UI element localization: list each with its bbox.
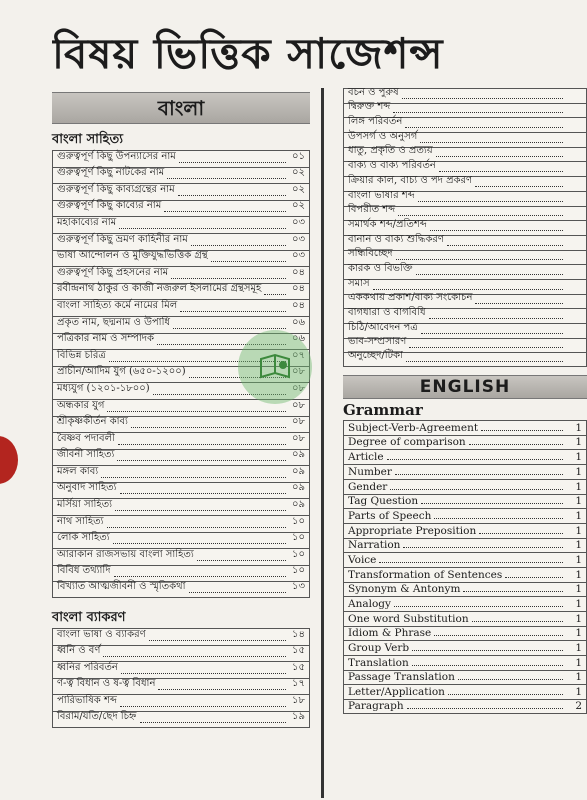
toc-entry	[52, 661, 310, 678]
toc-entry-page: ০১	[292, 150, 305, 162]
toc-entry-page: ০৪	[292, 266, 305, 278]
toc-entry-page: ০৪	[292, 283, 305, 295]
toc-entry	[52, 283, 310, 300]
toc-entry-label: কারক ও বিভক্তি	[348, 262, 413, 274]
toc-entry-page	[566, 190, 582, 191]
dot-leader	[131, 427, 286, 428]
toc-entry	[52, 678, 310, 695]
dot-leader	[394, 606, 563, 607]
toc-entry	[52, 416, 310, 433]
toc-entry-label: ধ্বনি ও বর্ণ	[57, 645, 101, 657]
dot-leader	[191, 245, 286, 246]
toc-entry-page: ০৯	[292, 499, 305, 511]
dot-leader	[448, 694, 563, 695]
toc-entry-page	[566, 160, 582, 161]
dot-leader	[171, 278, 286, 279]
toc-entry-label: Idiom & Phrase	[348, 627, 432, 640]
toc-entry-page: 1	[575, 509, 582, 522]
grammar-list	[52, 628, 310, 728]
toc-entry-label: সমার্থক শব্দ/প্রতিশব্দ	[348, 218, 427, 230]
toc-entry-page: ১০	[292, 532, 305, 544]
dot-leader	[179, 162, 286, 163]
toc-entry-label: সন্ধিবিচ্ছেদ	[348, 248, 393, 260]
toc-entry-label: Degree of comparison	[348, 436, 466, 449]
dot-leader	[406, 361, 563, 362]
toc-entry-label: বিভিন্ন চরিত্র	[57, 349, 106, 361]
dot-leader	[103, 656, 286, 657]
toc-entry-label: লোক সাহিত্য	[57, 532, 110, 544]
page-title: বিষয় ভিত্তিক সাজেশন্স	[52, 29, 444, 78]
dot-leader	[393, 112, 563, 113]
toc-entry	[52, 482, 310, 499]
toc-entry-label: Letter/Application	[348, 686, 445, 699]
toc-entry-label: আরাকান রাজসভায় বাংলা সাহিত্য	[57, 548, 194, 560]
toc-entry	[52, 498, 310, 515]
toc-entry-label: গুরুত্বপূর্ণ কিছু কাব্যের নাম	[57, 200, 162, 212]
toc-entry-page: ১০	[292, 548, 305, 560]
toc-entry-label: Narration	[348, 539, 401, 552]
red-edge-mark	[0, 436, 18, 484]
toc-entry-label: Paragraph	[348, 699, 404, 712]
toc-entry-label: ণ-ত্ব বিধান ও ষ-ত্ব বিধান	[57, 678, 156, 690]
toc-entry-label: সমাস	[348, 277, 370, 289]
toc-entry-page: ০৮	[292, 399, 305, 411]
toc-entry	[52, 645, 310, 662]
toc-entry-page	[566, 322, 582, 323]
dot-leader	[180, 311, 286, 312]
dot-leader	[164, 211, 286, 212]
left-column	[52, 88, 310, 728]
toc-entry-page: 1	[575, 421, 582, 434]
toc-entry	[52, 548, 310, 565]
toc-entry-page: ০৩	[291, 233, 305, 245]
dot-leader	[120, 493, 286, 494]
toc-entry	[52, 449, 310, 466]
toc-entry	[52, 299, 310, 316]
toc-entry-page	[566, 351, 582, 352]
toc-entry-label: Tag Question	[348, 495, 419, 508]
dot-leader	[115, 510, 286, 511]
toc-entry-page: ০৮	[292, 382, 305, 394]
dot-leader	[121, 673, 286, 674]
toc-entry-label: বিপরীত শব্দ	[348, 204, 396, 216]
dot-leader	[405, 127, 563, 128]
toc-entry-label: ক্রিয়ার কাল, বাচ্য ও পদ প্রকরণ	[348, 174, 473, 186]
dot-leader	[429, 318, 563, 319]
toc-entry-label: পত্রিকার নাম ও সম্পাদক	[57, 333, 155, 345]
dot-leader	[430, 230, 563, 231]
toc-entry	[343, 435, 587, 450]
toc-entry-label: মঙ্গল কাব্য	[57, 465, 99, 477]
toc-entry-page: ১০	[292, 515, 305, 527]
toc-entry-label: Parts of Speech	[348, 509, 432, 522]
toc-entry-label: বচন ও পুরুষ	[348, 86, 399, 98]
dot-leader	[395, 474, 563, 475]
toc-entry-label: মহাকাব্যের নাম	[57, 216, 117, 228]
toc-entry-label: Gender	[348, 480, 388, 493]
toc-entry-label: বাক্য ও বাক্য পরিবর্তন	[348, 160, 436, 172]
toc-entry	[343, 640, 587, 655]
toc-entry	[343, 552, 587, 567]
toc-entry-page: 1	[575, 627, 582, 640]
dot-leader	[420, 142, 563, 143]
book-logo-icon	[255, 347, 295, 387]
toc-entry-page	[566, 307, 582, 308]
toc-entry-label: Group Verb	[348, 642, 410, 655]
toc-entry-page	[566, 337, 582, 338]
toc-entry-page: 1	[575, 612, 582, 625]
toc-entry-page: ০৯	[292, 465, 305, 477]
dot-leader	[101, 477, 286, 478]
toc-entry-label: বাংলা সাহিত্য কর্মে নামের মিল	[57, 299, 178, 311]
toc-entry-label: বিবিধ তথ্যাদি	[57, 565, 111, 577]
toc-entry-page	[566, 205, 582, 206]
toc-entry-page: ০৬	[291, 316, 305, 328]
toc-entry-page: ০৩	[291, 250, 305, 262]
toc-entry-label: গুরুত্বপূর্ণ কিছু ভ্রমণ কাহিনীর নাম	[57, 233, 188, 245]
toc-entry-page: 1	[575, 480, 582, 493]
toc-entry-label: নাথ সাহিত্য	[57, 515, 104, 527]
toc-entry-page: ০৯	[292, 482, 305, 494]
dot-leader	[447, 245, 563, 246]
toc-entry-label: ভাব-সম্প্রসারণ	[348, 336, 407, 348]
dot-leader	[418, 201, 563, 202]
dot-leader	[434, 518, 563, 519]
dot-leader	[140, 722, 287, 723]
dot-leader	[421, 333, 563, 334]
dot-leader	[197, 560, 286, 561]
dot-leader	[118, 444, 286, 445]
section-heading-grammar: বাংলা ব্যাকরণ	[52, 610, 126, 626]
toc-entry-page: 1	[575, 656, 582, 669]
dot-leader	[436, 156, 563, 157]
dot-leader	[173, 328, 286, 329]
toc-entry-label: ধ্বনির পরিবর্তন	[57, 661, 118, 673]
dot-leader	[119, 228, 286, 229]
toc-entry-label: প্রকৃত নাম, ছদ্মনাম ও উপাধি	[57, 316, 171, 328]
toc-entry-label: Transformation of Sentences	[348, 568, 503, 581]
dot-leader	[412, 665, 563, 666]
right-column	[343, 88, 587, 714]
toc-entry-label: অন্ধকার যুগ	[57, 399, 105, 411]
dot-leader	[264, 294, 286, 295]
toc-entry	[343, 626, 587, 641]
toc-entry-page: 1	[575, 642, 582, 655]
column-divider	[321, 88, 324, 798]
toc-entry	[343, 420, 587, 435]
toc-entry-page: 1	[575, 686, 582, 699]
toc-entry-label: Number	[348, 465, 392, 478]
toc-entry-page: 2	[575, 699, 582, 712]
toc-entry	[52, 167, 310, 184]
toc-entry-label: Voice	[348, 553, 377, 566]
toc-entry-page: 1	[575, 539, 582, 552]
toc-entry-page: ০৭	[291, 349, 305, 361]
toc-entry-page: 1	[575, 671, 582, 684]
toc-entry-label: লিঙ্গ পরিবর্তন	[348, 116, 403, 128]
toc-entry	[52, 233, 310, 250]
dot-leader	[396, 259, 563, 260]
toc-entry-page	[566, 219, 582, 220]
toc-entry-page	[566, 293, 582, 294]
toc-entry	[343, 449, 587, 464]
toc-entry-label: গুরুত্বপূর্ণ কিছু কাব্যগ্রন্থের নাম	[57, 183, 175, 195]
dot-leader	[107, 527, 286, 528]
dot-leader	[113, 543, 286, 544]
toc-entry-label: Appropriate Preposition	[348, 524, 477, 537]
toc-entry-page: 1	[575, 451, 582, 464]
dot-leader	[114, 576, 286, 577]
dot-leader	[475, 303, 563, 304]
dot-leader	[421, 503, 563, 504]
toc-entry-label: চিঠি/আবেদন পত্র	[348, 321, 418, 333]
section-heading-english-grammar: Grammar	[343, 401, 423, 420]
toc-entry	[52, 432, 310, 449]
toc-entry-page: 1	[575, 553, 582, 566]
toc-entry-label: Article	[348, 451, 384, 464]
toc-entry	[343, 567, 587, 582]
toc-entry-page: 1	[575, 583, 582, 596]
toc-entry-page	[566, 102, 582, 103]
toc-entry-label: ধাতু, প্রকৃতি ও প্রত্যয়	[348, 145, 433, 157]
bangla-grammar-continued-list	[343, 88, 587, 367]
toc-entry-label: বিরাম/যতি/ছেদ চিহ্ন	[57, 710, 137, 722]
toc-entry-page: ১৪	[292, 628, 305, 640]
toc-entry-page: ১৮	[292, 695, 305, 706]
toc-entry	[343, 699, 587, 714]
dot-leader	[178, 195, 286, 196]
toc-entry-label: বাংলা ভাষার শব্দ	[348, 189, 415, 201]
toc-entry-page: ০৬	[291, 333, 305, 345]
toc-entry-page: 1	[575, 465, 582, 478]
toc-entry	[343, 611, 587, 626]
dot-leader	[409, 347, 563, 348]
toc-entry	[343, 352, 587, 367]
toc-entry-page: ০২	[291, 200, 305, 212]
toc-entry-page: ০৯	[292, 449, 305, 461]
dot-leader	[469, 444, 563, 445]
toc-entry-page: ১০	[292, 565, 305, 577]
toc-entry	[52, 250, 310, 267]
toc-entry	[52, 183, 310, 200]
toc-entry-label: এককথায় প্রকাশ/বাক্য সংকোচন	[348, 292, 473, 304]
toc-entry-page	[566, 278, 582, 279]
english-banner: ENGLISH	[343, 375, 587, 399]
dot-leader	[149, 640, 286, 641]
toc-entry-label: Translation	[348, 656, 409, 669]
toc-entry-label: Subject-Verb-Agreement	[348, 421, 479, 434]
section-heading-literature: বাংলা সাহিত্য	[52, 132, 124, 147]
toc-entry	[343, 523, 587, 538]
toc-entry-label: উপসর্গ ও অনুসর্গ	[348, 130, 418, 142]
toc-entry-page	[566, 249, 582, 250]
toc-entry	[52, 515, 310, 532]
toc-entry-page: 1	[575, 495, 582, 508]
dot-leader	[416, 274, 563, 275]
toc-entry-label: ভাষা আন্দোলন ও মুক্তিযুদ্ধভিত্তিক গ্রন্থ	[57, 250, 208, 262]
toc-entry-page: ১৫	[292, 645, 305, 657]
toc-entry-label: Analogy	[348, 598, 391, 610]
toc-entry	[343, 582, 587, 597]
toc-entry-page: ০৮	[292, 366, 305, 378]
toc-entry	[52, 266, 310, 283]
english-grammar-list	[343, 420, 587, 714]
dot-leader	[107, 411, 286, 412]
dot-leader	[167, 178, 286, 179]
dot-leader	[479, 533, 563, 534]
toc-entry-page	[566, 175, 582, 176]
toc-entry	[52, 711, 310, 728]
toc-entry-page	[566, 131, 582, 132]
toc-entry-page: 1	[575, 436, 582, 449]
toc-entry-label: বানান ও বাক্য শুদ্ধিকরণ	[348, 233, 444, 245]
toc-entry	[343, 538, 587, 553]
toc-entry	[343, 596, 587, 611]
toc-entry-page	[566, 365, 582, 366]
toc-entry-label: গুরুত্বপূর্ণ কিছু নাটকের নাম	[57, 167, 165, 179]
toc-entry-page	[566, 116, 582, 117]
dot-leader	[403, 547, 563, 548]
toc-entry	[343, 655, 587, 670]
toc-entry	[52, 150, 310, 167]
toc-entry	[343, 508, 587, 523]
toc-entry-page: ১৭	[292, 678, 305, 690]
toc-entry-page	[566, 146, 582, 147]
toc-entry	[343, 670, 587, 685]
toc-entry	[343, 684, 587, 699]
dot-leader	[475, 186, 563, 187]
toc-entry-label: অনুচ্ছেদ/টিকা	[348, 350, 403, 362]
toc-entry-label: দ্বিরুক্ত শব্দ	[348, 101, 391, 113]
toc-entry-page: ১৫	[292, 661, 305, 673]
dot-leader	[472, 621, 563, 622]
bangla-banner: বাংলা	[52, 92, 310, 124]
toc-entry-label: শ্রীকৃষ্ণকীর্তন কাব্য	[57, 416, 128, 428]
dot-leader	[158, 689, 286, 690]
toc-entry-label: One word Substitution	[348, 612, 469, 625]
dot-leader	[379, 562, 563, 563]
dot-leader	[481, 430, 563, 431]
dot-leader	[390, 489, 563, 490]
toc-entry-page: ০৩	[291, 216, 305, 228]
dot-leader	[211, 261, 286, 262]
toc-entry-label: Synonym & Antonym	[348, 583, 461, 596]
dot-leader	[407, 708, 563, 709]
toc-entry-page: ০৪	[292, 299, 305, 311]
toc-entry-page	[566, 263, 582, 264]
toc-entry	[52, 216, 310, 233]
toc-entry	[52, 532, 310, 549]
toc-entry-label: প্রাচীন/আদিম যুগ (৬৫০-১২০০)	[57, 366, 186, 378]
toc-entry-label: গুরুত্বপূর্ণ কিছু উপন্যাসের নাম	[57, 150, 176, 162]
toc-entry	[52, 200, 310, 217]
toc-entry-label: পারিভাষিক শব্দ	[57, 695, 117, 706]
dot-leader	[434, 635, 563, 636]
toc-entry	[343, 479, 587, 494]
toc-entry-label: বৈষ্ণব পদাবলী	[57, 432, 115, 444]
toc-entry-label: অনুবাদ সাহিত্য	[57, 482, 117, 494]
toc-entry-label: মর্সিয়া সাহিত্য	[57, 499, 113, 511]
toc-entry	[52, 581, 310, 598]
toc-entry-page: ০২	[291, 167, 305, 179]
dot-leader	[117, 460, 286, 461]
dot-leader	[387, 459, 563, 460]
toc-entry	[343, 264, 587, 279]
toc-entry	[52, 465, 310, 482]
dot-leader	[402, 98, 563, 99]
toc-entry-page: 1	[575, 524, 582, 537]
toc-entry-label: মধ্যযুগ (১২০১-১৮০০)	[57, 382, 150, 394]
toc-entry-label: রবীন্দ্রনাথ ঠাকুর ও কাজী নজরুল ইসলামের গ্রন্থসমূহ	[57, 283, 262, 295]
toc-entry-page: ০৮	[292, 432, 305, 444]
toc-entry-page: 1	[575, 568, 582, 581]
toc-entry-label: Passage Translation	[348, 671, 455, 684]
toc-entry	[52, 628, 310, 645]
toc-entry	[343, 464, 587, 479]
toc-entry-page: ১৯	[292, 710, 305, 722]
dot-leader	[463, 591, 563, 592]
dot-leader	[412, 650, 563, 651]
toc-entry-page: 1	[575, 598, 582, 610]
toc-entry-label: গুরুত্বপূর্ণ কিছু প্রহসনের নাম	[57, 266, 169, 278]
toc-entry	[343, 494, 587, 509]
toc-entry-label: বাগধারা ও বাগবিধি	[348, 307, 426, 318]
toc-entry-label: জীবনী সাহিত্য	[57, 449, 115, 461]
dot-leader	[458, 679, 563, 680]
toc-entry-page: ১৩	[292, 581, 305, 593]
toc-entry-page	[566, 234, 582, 235]
dot-leader	[189, 592, 287, 593]
toc-entry-label: বাংলা ভাষা ও ব্যাকরণ	[57, 628, 146, 640]
toc-entry-page: ০৮	[292, 416, 305, 428]
toc-entry-page: ০২	[291, 183, 305, 195]
toc-entry-label: বিখ্যাত আত্মজীবনী ও স্মৃতিকথা	[57, 581, 186, 593]
watermark-logo	[238, 330, 312, 404]
dot-leader	[120, 706, 286, 707]
dot-leader	[505, 577, 563, 578]
